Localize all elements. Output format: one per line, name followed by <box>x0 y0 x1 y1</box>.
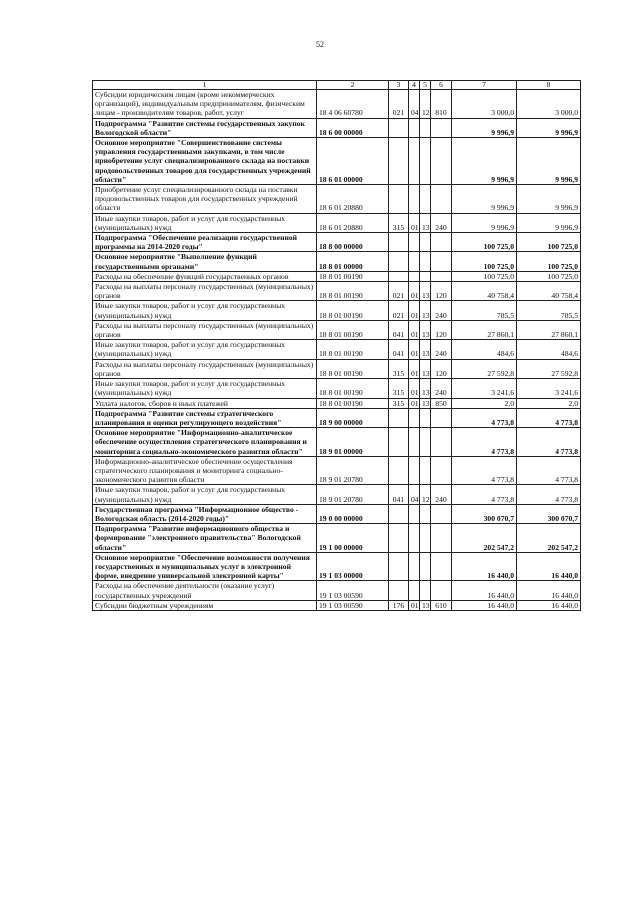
department-code-cell: 021 <box>389 282 409 301</box>
department-code-cell <box>389 456 409 485</box>
item-name-cell: Расходы на выплаты персоналу государственных (муниципальных) органов <box>93 320 317 339</box>
expense-type-cell <box>431 408 452 427</box>
amount-cell: 40 758,4 <box>452 282 517 301</box>
subsection-code-cell: 13 <box>420 600 431 610</box>
target-code-cell: 18 9 01 20780 <box>317 485 389 504</box>
amount-cell: 3 000,0 <box>517 90 581 119</box>
expense-type-cell: 850 <box>431 398 452 408</box>
expense-type-cell: 810 <box>431 90 452 119</box>
table-row <box>93 379 581 398</box>
subsection-code-cell: 13 <box>420 340 431 359</box>
item-name-cell: Основное мероприятие "Информационно-аналитическое обеспечение осуществления стратегического планирования и мониторинга социально-экономического развития области" <box>93 428 317 457</box>
item-name-cell: Основное мероприятие "Обеспечение возможности получения государственных и муниципальных услуг в электронной форме, внедрение универсальной электронной карты" <box>93 552 317 581</box>
target-code-cell: 19 1 03 00000 <box>317 552 389 581</box>
item-name-cell: Расходы на выплаты персоналу государственных (муниципальных) органов <box>93 359 317 378</box>
item-name-cell: Иные закупки товаров, работ и услуг для государственных (муниципальных) нужд <box>93 485 317 504</box>
header-cell: 6 <box>431 81 452 90</box>
section-code-cell <box>409 428 420 457</box>
amount-cell: 9 996,9 <box>517 138 581 185</box>
amount-cell: 300 070,7 <box>452 504 517 523</box>
amount-cell: 16 440,0 <box>517 552 581 581</box>
amount-cell: 4 773,8 <box>517 456 581 485</box>
department-code-cell: 041 <box>389 485 409 504</box>
target-code-cell: 19 1 00 00000 <box>317 524 389 553</box>
subsection-code-cell <box>420 118 431 137</box>
amount-cell: 100 725,0 <box>452 252 517 271</box>
subsection-code-cell: 13 <box>420 213 431 232</box>
target-code-cell: 18 8 01 00190 <box>317 320 389 339</box>
amount-cell: 100 725,0 <box>452 233 517 252</box>
target-code-cell: 18 8 00 00000 <box>317 233 389 252</box>
section-code-cell <box>409 271 420 281</box>
header-cell: 7 <box>452 81 517 90</box>
amount-cell: 27 592,8 <box>452 359 517 378</box>
table-row <box>93 485 581 504</box>
section-code-cell <box>409 524 420 553</box>
target-code-cell: 18 8 01 00190 <box>317 379 389 398</box>
table-row <box>93 252 581 271</box>
subsection-code-cell <box>420 428 431 457</box>
target-code-cell: 18 9 00 00000 <box>317 408 389 427</box>
amount-cell: 4 773,8 <box>517 428 581 457</box>
expense-type-cell: 240 <box>431 379 452 398</box>
table-row <box>93 600 581 610</box>
amount-cell: 27 592,8 <box>517 359 581 378</box>
target-code-cell: 18 8 01 00190 <box>317 271 389 281</box>
expense-type-cell <box>431 504 452 523</box>
table-row <box>93 552 581 581</box>
amount-cell: 484,6 <box>517 340 581 359</box>
department-code-cell: 315 <box>389 398 409 408</box>
section-code-cell: 04 <box>409 90 420 119</box>
department-code-cell <box>389 233 409 252</box>
item-name-cell: Иные закупки товаров, работ и услуг для государственных (муниципальных) нужд <box>93 213 317 232</box>
target-code-cell: 18 8 01 00190 <box>317 398 389 408</box>
amount-cell: 9 996,9 <box>517 213 581 232</box>
subsection-code-cell: 13 <box>420 398 431 408</box>
item-name-cell: Иные закупки товаров, работ и услуг для государственных (муниципальных) нужд <box>93 340 317 359</box>
expense-type-cell <box>431 552 452 581</box>
budget-table <box>92 80 581 611</box>
target-code-cell: 18 8 01 00000 <box>317 252 389 271</box>
section-code-cell: 01 <box>409 398 420 408</box>
department-code-cell <box>389 408 409 427</box>
item-name-cell: Подпрограмма "Развитие системы государственных закупок Вологодской области" <box>93 118 317 137</box>
target-code-cell: 18 4 06 60780 <box>317 90 389 119</box>
amount-cell: 9 996,9 <box>452 138 517 185</box>
item-name-cell: Основное мероприятие "Совершенствование системы управления государственными закупками, в том числе приобретение услуг специализированного склада на поставки продовольственных товаров для государственных учреждений области" <box>93 138 317 185</box>
department-code-cell: 021 <box>389 301 409 320</box>
target-code-cell: 18 6 01 00000 <box>317 138 389 185</box>
expense-type-cell: 240 <box>431 301 452 320</box>
expense-type-cell <box>431 524 452 553</box>
subsection-code-cell: 13 <box>420 320 431 339</box>
table-row <box>93 138 581 185</box>
subsection-code-cell <box>420 456 431 485</box>
table-row <box>93 581 581 600</box>
target-code-cell: 18 6 00 00000 <box>317 118 389 137</box>
table-row <box>93 118 581 137</box>
section-code-cell <box>409 138 420 185</box>
amount-cell: 202 547,2 <box>452 524 517 553</box>
department-code-cell <box>389 252 409 271</box>
section-code-cell: 01 <box>409 282 420 301</box>
target-code-cell: 18 8 01 00190 <box>317 359 389 378</box>
amount-cell: 100 725,0 <box>452 271 517 281</box>
section-code-cell: 01 <box>409 379 420 398</box>
expense-type-cell: 240 <box>431 485 452 504</box>
amount-cell: 300 070,7 <box>517 504 581 523</box>
expense-type-cell: 120 <box>431 320 452 339</box>
expense-type-cell <box>431 581 452 600</box>
table-row <box>93 213 581 232</box>
department-code-cell: 041 <box>389 340 409 359</box>
target-code-cell: 18 6 01 20880 <box>317 185 389 214</box>
section-code-cell <box>409 233 420 252</box>
expense-type-cell: 610 <box>431 600 452 610</box>
subsection-code-cell <box>420 552 431 581</box>
amount-cell: 785,5 <box>517 301 581 320</box>
table-row <box>93 185 581 214</box>
amount-cell: 4 773,8 <box>452 456 517 485</box>
department-code-cell <box>389 118 409 137</box>
amount-cell: 9 996,9 <box>452 213 517 232</box>
subsection-code-cell: 13 <box>420 282 431 301</box>
header-row <box>93 81 581 90</box>
table-row <box>93 398 581 408</box>
target-code-cell: 19 1 03 00590 <box>317 581 389 600</box>
amount-cell: 27 860,1 <box>452 320 517 339</box>
amount-cell: 9 996,9 <box>452 185 517 214</box>
target-code-cell: 18 8 01 00190 <box>317 340 389 359</box>
item-name-cell: Расходы на обеспечение функций государственных органов <box>93 271 317 281</box>
section-code-cell: 01 <box>409 340 420 359</box>
expense-type-cell <box>431 138 452 185</box>
department-code-cell <box>389 552 409 581</box>
item-name-cell: Приобретение услуг специализированного склада на поставки продовольственных товаров для государственных учреждений области <box>93 185 317 214</box>
amount-cell: 2,0 <box>517 398 581 408</box>
item-name-cell: Субсидии бюджетным учреждениям <box>93 600 317 610</box>
item-name-cell: Иные закупки товаров, работ и услуг для государственных (муниципальных) нужд <box>93 301 317 320</box>
item-name-cell: Государственная программа "Информационное общество - Вологодская область (2014-2020 годы)" <box>93 504 317 523</box>
expense-type-cell <box>431 456 452 485</box>
section-code-cell: 01 <box>409 213 420 232</box>
expense-type-cell: 120 <box>431 359 452 378</box>
section-code-cell: 01 <box>409 359 420 378</box>
section-code-cell <box>409 252 420 271</box>
subsection-code-cell: 13 <box>420 379 431 398</box>
item-name-cell: Подпрограмма "Развитие системы стратегического планирования и оценки регулирующего воздействия" <box>93 408 317 427</box>
amount-cell: 3 241,6 <box>517 379 581 398</box>
amount-cell: 3 241,6 <box>452 379 517 398</box>
department-code-cell <box>389 581 409 600</box>
amount-cell: 16 440,0 <box>452 552 517 581</box>
page-number: 52 <box>316 40 324 49</box>
amount-cell: 484,6 <box>452 340 517 359</box>
item-name-cell: Подпрограмма "Обеспечение реализации государственной программы на 2014-2020 годы" <box>93 233 317 252</box>
amount-cell: 16 440,0 <box>452 581 517 600</box>
item-name-cell: Расходы на обеспечение деятельности (оказание услуг) государственных учреждений <box>93 581 317 600</box>
amount-cell: 4 773,8 <box>452 485 517 504</box>
target-code-cell: 18 9 01 20780 <box>317 456 389 485</box>
subsection-code-cell <box>420 408 431 427</box>
item-name-cell: Основное мероприятие "Выполнение функций государственными органами" <box>93 252 317 271</box>
subsection-code-cell <box>420 185 431 214</box>
department-code-cell <box>389 504 409 523</box>
expense-type-cell: 240 <box>431 340 452 359</box>
department-code-cell: 021 <box>389 90 409 119</box>
header-cell: 1 <box>93 81 317 90</box>
item-name-cell: Расходы на выплаты персоналу государственных (муниципальных) органов <box>93 282 317 301</box>
department-code-cell <box>389 271 409 281</box>
amount-cell: 9 996,9 <box>517 118 581 137</box>
expense-type-cell: 120 <box>431 282 452 301</box>
table-row <box>93 524 581 553</box>
section-code-cell: 01 <box>409 301 420 320</box>
target-code-cell: 18 8 01 00190 <box>317 282 389 301</box>
amount-cell: 4 773,8 <box>452 428 517 457</box>
department-code-cell <box>389 185 409 214</box>
table-row <box>93 504 581 523</box>
department-code-cell: 176 <box>389 600 409 610</box>
table-row <box>93 320 581 339</box>
item-name-cell: Уплата налогов, сборов и иных платежей <box>93 398 317 408</box>
item-name-cell: Информационно-аналитическое обеспечение осуществления стратегического планирования и мониторинга социально-экономического развития области <box>93 456 317 485</box>
expense-type-cell <box>431 118 452 137</box>
subsection-code-cell: 13 <box>420 301 431 320</box>
subsection-code-cell: 12 <box>420 485 431 504</box>
department-code-cell <box>389 524 409 553</box>
target-code-cell: 18 9 01 00000 <box>317 428 389 457</box>
department-code-cell <box>389 428 409 457</box>
expense-type-cell <box>431 185 452 214</box>
amount-cell: 100 725,0 <box>517 252 581 271</box>
amount-cell: 785,5 <box>452 301 517 320</box>
table-row <box>93 359 581 378</box>
section-code-cell <box>409 504 420 523</box>
table-row <box>93 456 581 485</box>
expense-type-cell <box>431 252 452 271</box>
subsection-code-cell <box>420 504 431 523</box>
table-row <box>93 301 581 320</box>
amount-cell: 40 758,4 <box>517 282 581 301</box>
amount-cell: 16 440,0 <box>517 600 581 610</box>
department-code-cell: 315 <box>389 359 409 378</box>
section-code-cell <box>409 118 420 137</box>
header-cell: 3 <box>389 81 409 90</box>
header-cell: 8 <box>517 81 581 90</box>
subsection-code-cell <box>420 524 431 553</box>
target-code-cell: 18 6 01 20880 <box>317 213 389 232</box>
expense-type-cell <box>431 428 452 457</box>
item-name-cell: Субсидии юридическим лицам (кроме некоммерческих организаций), индивидуальным предпринимателям, физическим лицам - производителям товаров, работ, услуг <box>93 90 317 119</box>
department-code-cell: 315 <box>389 379 409 398</box>
table-row <box>93 340 581 359</box>
item-name-cell: Иные закупки товаров, работ и услуг для государственных (муниципальных) нужд <box>93 379 317 398</box>
table-row <box>93 428 581 457</box>
subsection-code-cell: 12 <box>420 90 431 119</box>
header-cell: 2 <box>317 81 389 90</box>
expense-type-cell <box>431 271 452 281</box>
section-code-cell: 01 <box>409 320 420 339</box>
amount-cell: 9 996,9 <box>452 118 517 137</box>
section-code-cell: 01 <box>409 600 420 610</box>
amount-cell: 202 547,2 <box>517 524 581 553</box>
subsection-code-cell <box>420 233 431 252</box>
header-cell: 5 <box>420 81 431 90</box>
amount-cell: 2,0 <box>452 398 517 408</box>
amount-cell: 100 725,0 <box>517 271 581 281</box>
amount-cell: 4 773,8 <box>452 408 517 427</box>
subsection-code-cell <box>420 138 431 185</box>
table-row <box>93 90 581 119</box>
header-cell: 4 <box>409 81 420 90</box>
section-code-cell <box>409 581 420 600</box>
department-code-cell <box>389 138 409 185</box>
amount-cell: 16 440,0 <box>517 581 581 600</box>
target-code-cell: 18 8 01 00190 <box>317 301 389 320</box>
department-code-cell: 041 <box>389 320 409 339</box>
table-row <box>93 408 581 427</box>
subsection-code-cell <box>420 252 431 271</box>
amount-cell: 4 773,8 <box>517 408 581 427</box>
section-code-cell <box>409 185 420 214</box>
subsection-code-cell: 13 <box>420 359 431 378</box>
department-code-cell: 315 <box>389 213 409 232</box>
item-name-cell: Подпрограмма "Развитие информационного общества и формирование "электронного правительства" Вологодской области" <box>93 524 317 553</box>
expense-type-cell: 240 <box>431 213 452 232</box>
table-row <box>93 233 581 252</box>
table-row <box>93 282 581 301</box>
section-code-cell <box>409 408 420 427</box>
target-code-cell: 19 1 03 00590 <box>317 600 389 610</box>
amount-cell: 9 996,9 <box>517 185 581 214</box>
amount-cell: 4 773,8 <box>517 485 581 504</box>
amount-cell: 100 725,0 <box>517 233 581 252</box>
section-code-cell: 04 <box>409 485 420 504</box>
section-code-cell <box>409 552 420 581</box>
amount-cell: 16 440,0 <box>452 600 517 610</box>
target-code-cell: 19 0 00 00000 <box>317 504 389 523</box>
amount-cell: 3 000,0 <box>452 90 517 119</box>
amount-cell: 27 860,1 <box>517 320 581 339</box>
section-code-cell <box>409 456 420 485</box>
table-row <box>93 271 581 281</box>
subsection-code-cell <box>420 271 431 281</box>
expense-type-cell <box>431 233 452 252</box>
subsection-code-cell <box>420 581 431 600</box>
